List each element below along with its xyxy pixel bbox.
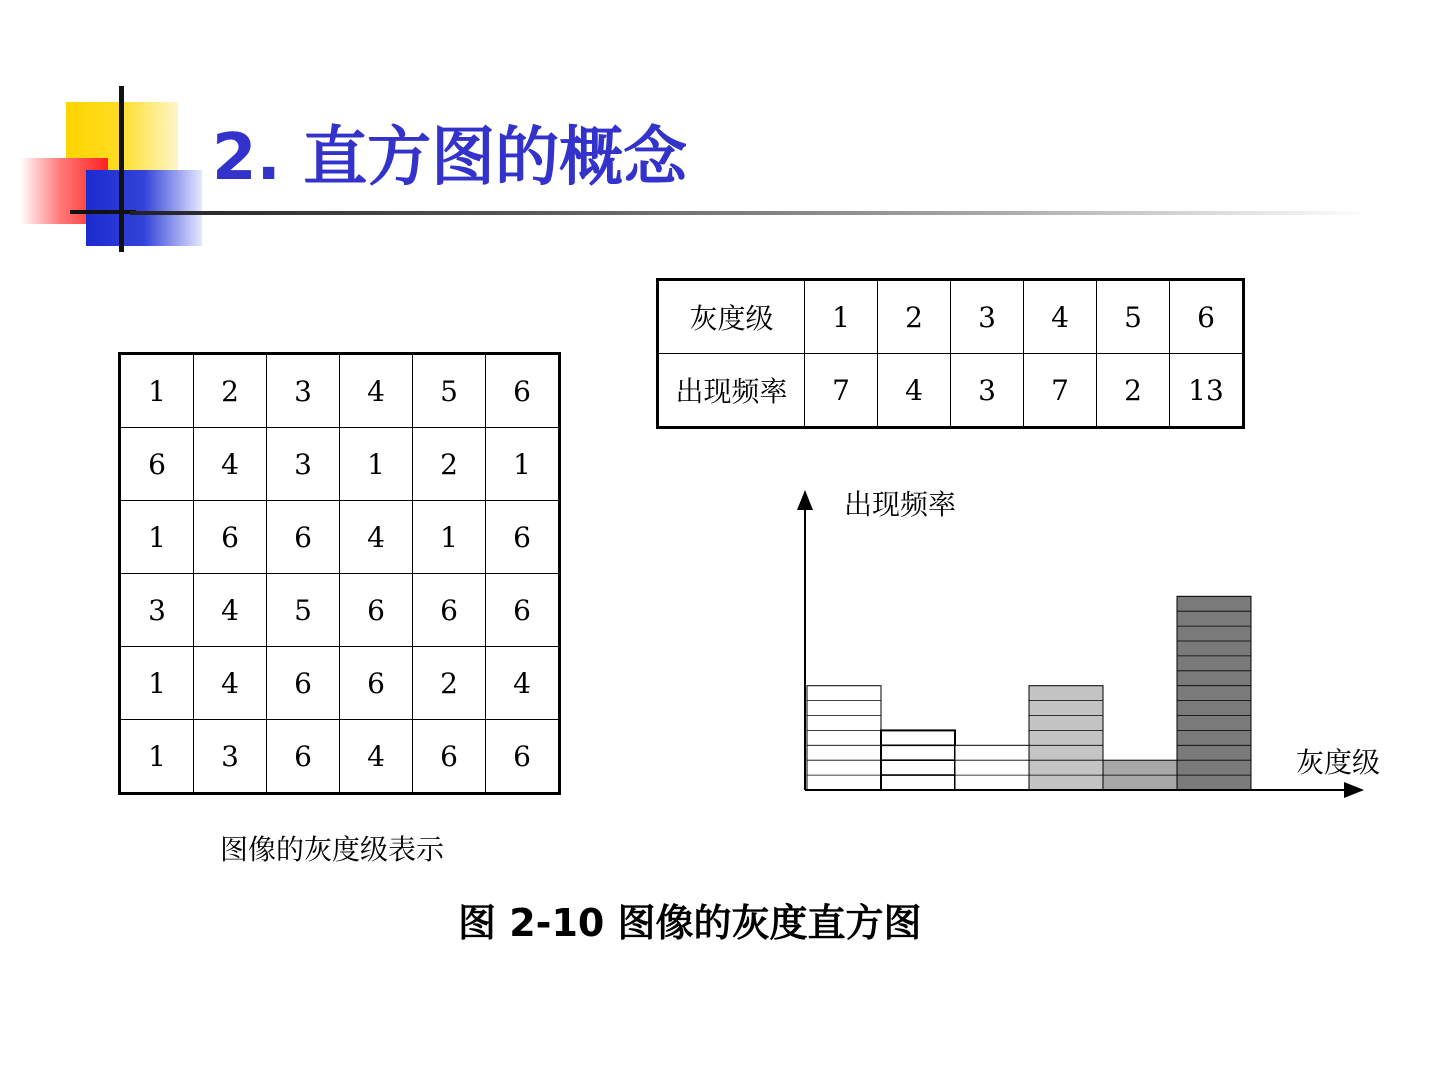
freq-row-header: 出现频率 xyxy=(658,354,805,428)
frequency-table xyxy=(656,278,1245,429)
grid-cell: 6 xyxy=(413,574,486,647)
slide-title: 2. 直方图的概念 xyxy=(212,121,688,195)
grid-cell: 1 xyxy=(340,428,413,501)
grid-cell: 6 xyxy=(486,720,560,794)
freq-cell: 3 xyxy=(951,280,1024,354)
grid-cell: 4 xyxy=(340,501,413,574)
grid-row xyxy=(120,720,560,794)
histogram-bar xyxy=(1103,760,1177,790)
grid-row xyxy=(120,354,560,428)
grid-cell: 6 xyxy=(413,720,486,794)
grid-cell: 1 xyxy=(486,428,560,501)
histogram-bar xyxy=(881,730,955,790)
freq-cell: 7 xyxy=(1024,354,1097,428)
grid-row xyxy=(120,647,560,720)
grid-cell: 6 xyxy=(486,354,560,428)
grid-cell: 6 xyxy=(194,501,267,574)
grid-cell: 1 xyxy=(120,501,194,574)
y-axis-label: 出现频率 xyxy=(844,488,957,521)
grid-cell: 4 xyxy=(486,647,560,720)
grid-cell: 6 xyxy=(267,720,340,794)
grid-cell: 2 xyxy=(194,354,267,428)
freq-cell: 2 xyxy=(878,280,951,354)
freq-row-levels xyxy=(658,280,1244,354)
grey-histogram-chart xyxy=(780,470,1400,810)
freq-cell: 1 xyxy=(805,280,878,354)
grid-cell: 1 xyxy=(120,720,194,794)
grid-cell: 6 xyxy=(267,501,340,574)
histogram-bar xyxy=(1029,686,1103,790)
grid-cell: 6 xyxy=(267,647,340,720)
title-underline xyxy=(130,211,1370,215)
grid-cell: 2 xyxy=(413,428,486,501)
freq-cell: 5 xyxy=(1097,280,1170,354)
grid-cell: 4 xyxy=(194,647,267,720)
x-axis-label: 灰度级 xyxy=(1296,746,1381,779)
grid-cell: 6 xyxy=(486,574,560,647)
decor-blue-square xyxy=(86,170,202,246)
grid-cell: 5 xyxy=(413,354,486,428)
grid-cell: 3 xyxy=(194,720,267,794)
grid-cell: 4 xyxy=(340,720,413,794)
grid-row xyxy=(120,574,560,647)
decor-horizontal-line xyxy=(70,210,136,214)
grey-level-grid xyxy=(118,352,561,795)
grid-cell: 3 xyxy=(267,354,340,428)
freq-row-counts xyxy=(658,354,1244,428)
grid-cell: 1 xyxy=(413,501,486,574)
figure-caption: 图 2-10 图像的灰度直方图 xyxy=(458,901,922,945)
decor-vertical-line xyxy=(119,86,124,252)
grid-cell: 3 xyxy=(120,574,194,647)
freq-cell: 13 xyxy=(1170,354,1244,428)
freq-cell: 4 xyxy=(878,354,951,428)
grid-cell: 2 xyxy=(413,647,486,720)
grid-cell: 6 xyxy=(120,428,194,501)
freq-cell: 6 xyxy=(1170,280,1244,354)
freq-cell: 7 xyxy=(805,354,878,428)
grid-cell: 6 xyxy=(340,574,413,647)
grid-cell: 5 xyxy=(267,574,340,647)
grid-cell: 1 xyxy=(120,354,194,428)
grid-cell: 6 xyxy=(486,501,560,574)
freq-cell: 2 xyxy=(1097,354,1170,428)
grid-cell: 6 xyxy=(340,647,413,720)
freq-cell: 4 xyxy=(1024,280,1097,354)
freq-cell: 3 xyxy=(951,354,1024,428)
freq-row-header: 灰度级 xyxy=(658,280,805,354)
histogram-bar xyxy=(1177,596,1251,790)
grid-cell: 4 xyxy=(340,354,413,428)
grid-row xyxy=(120,428,560,501)
grid-caption: 图像的灰度级表示 xyxy=(220,833,445,866)
grid-cell: 4 xyxy=(194,574,267,647)
grid-row xyxy=(120,501,560,574)
grid-cell: 1 xyxy=(120,647,194,720)
grid-cell: 4 xyxy=(194,428,267,501)
histogram-bar xyxy=(955,745,1029,790)
grid-cell: 3 xyxy=(267,428,340,501)
histogram-bar xyxy=(807,686,881,790)
